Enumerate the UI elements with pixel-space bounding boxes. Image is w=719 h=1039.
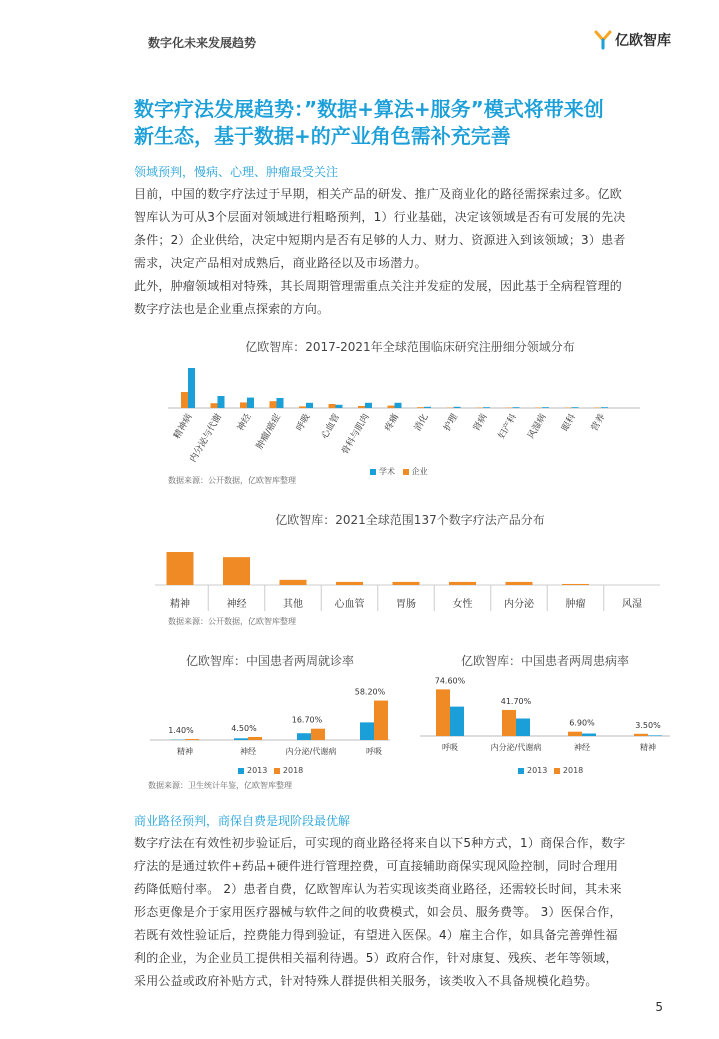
chart4-bar bbox=[436, 689, 450, 736]
chart1-tick-label: 肿瘤/癌症 bbox=[254, 412, 284, 452]
chart1-bar bbox=[181, 392, 188, 408]
text-line: 利的企业，为企业员工提供相关福利待遇。5）政府合作，针对康复、残疾、老年等领域， bbox=[134, 951, 618, 965]
chart1-bar bbox=[388, 406, 395, 408]
chart2-tick-label: 精神 bbox=[170, 599, 190, 610]
chart4-svg bbox=[415, 672, 675, 758]
chart1-tick-label: 眼科 bbox=[560, 412, 579, 434]
chart1-bar bbox=[454, 407, 461, 408]
header-title: 数字化未来发展趋势 bbox=[148, 36, 257, 50]
chart2-tick-label: 神经 bbox=[226, 599, 247, 610]
legend-item-enterprise: 企业 bbox=[403, 467, 428, 476]
text-line: 药降低赔付率。 2）患者自费，亿欧智库认为若实现该类商业路径，还需较长时间，其未来 bbox=[134, 882, 622, 896]
chart2-bars bbox=[155, 552, 660, 611]
chart4-tick-label: 精神 bbox=[640, 743, 656, 752]
chart2-tick-label: 心血管 bbox=[334, 599, 365, 610]
chart2-tick-label: 胃肠 bbox=[396, 599, 416, 610]
chart1-tick-label: 疼痛 bbox=[383, 412, 402, 434]
chart2-svg bbox=[150, 540, 670, 615]
section2-heading: 商业路径预判，商保自费是现阶段最优解 bbox=[134, 814, 351, 828]
chart4-bar bbox=[634, 734, 648, 736]
logo-icon bbox=[594, 30, 612, 50]
chart2-bar bbox=[336, 582, 363, 585]
chart1-bar bbox=[542, 407, 549, 408]
chart1-bar bbox=[513, 407, 520, 408]
chart1-source: 数据来源：公开数据，亿欧智库整理 bbox=[168, 476, 296, 485]
chart3-legend: 2013 2018 bbox=[238, 766, 303, 775]
chart1-tick-label: 神经 bbox=[235, 412, 254, 434]
text-line: 智库认为可从3个层面对领域进行粗略预判，1）行业基础，决定该领域是否有可发展的先决 bbox=[134, 210, 626, 224]
chart4-bar bbox=[516, 719, 530, 737]
chart1-bar bbox=[218, 396, 225, 408]
chart1-legend bbox=[370, 466, 428, 477]
legend-swatch bbox=[518, 768, 524, 774]
text-line: 条件；2）企业供给，决定中短期内是否有足够的人力、财力、资源进入到该领域；3）患者 bbox=[134, 233, 626, 247]
chart3-bar bbox=[311, 729, 325, 740]
chart1-bar bbox=[299, 406, 306, 408]
chart1-bar bbox=[270, 401, 277, 408]
chart3-bar bbox=[374, 701, 388, 740]
chart4-data-label: 3.50% bbox=[635, 720, 661, 730]
chart4-tick-label: 呼吸 bbox=[442, 743, 458, 752]
chart3-tick-label: 呼吸 bbox=[366, 747, 382, 756]
chart1-tick-label: 精神病 bbox=[172, 412, 195, 441]
chart2-bar bbox=[562, 584, 589, 585]
chart4-legend: 2013 2018 bbox=[518, 766, 583, 775]
chart3-tick-label: 内分泌/代谢病 bbox=[285, 747, 337, 756]
chart3-tick-label: 神经 bbox=[240, 747, 256, 756]
chart2-bar bbox=[393, 582, 420, 585]
chart2-source: 数据来源：公开数据，亿欧智库整理 bbox=[168, 617, 296, 626]
chart1-bar bbox=[277, 398, 284, 408]
legend-swatch bbox=[274, 768, 280, 774]
section1-heading: 领域预判，慢病、心理、肿瘤最受关注 bbox=[134, 165, 339, 179]
chart2-bar bbox=[506, 582, 533, 585]
chart4-bar bbox=[502, 710, 516, 736]
chart1-bar bbox=[358, 406, 365, 408]
chart4-bar bbox=[568, 732, 582, 736]
text-line: 目前，中国的数字疗法过于早期，相关产品的研发、推广及商业化的路径需探索过多。亿欧 bbox=[134, 187, 623, 201]
chart3-title: 亿欧智库：中国患者两周就诊率 bbox=[185, 654, 354, 668]
chart1-tick-label: 风湿病 bbox=[526, 412, 549, 441]
chart1-bar bbox=[395, 403, 402, 408]
chart3-tick-label: 精神 bbox=[177, 747, 193, 756]
chart1-bar bbox=[240, 402, 247, 408]
chart1-tick-label: 心血管 bbox=[319, 412, 343, 441]
chart1-tick-label: 肾病 bbox=[471, 412, 490, 434]
legend-item-academic: 学术 bbox=[370, 467, 395, 476]
chart1-bar bbox=[211, 403, 218, 408]
text-line: 若既有效性验证后，控费能力得到验证，有望进入医保。4）雇主合作，如具备完善弹性福 bbox=[134, 928, 618, 942]
main-title-line: 新生态，基于数据+的产业角色需补充完善 bbox=[134, 124, 511, 148]
chart4-bar bbox=[450, 707, 464, 736]
chart2-bar bbox=[280, 580, 307, 585]
brand-logo bbox=[594, 28, 671, 52]
chart3-data-label: 4.50% bbox=[231, 723, 257, 733]
chart2-tick-label: 风湿 bbox=[622, 599, 642, 610]
chart1-svg bbox=[150, 360, 670, 480]
chart2-tick-label: 女性 bbox=[452, 599, 473, 610]
chart4-bar bbox=[582, 734, 596, 737]
chart3-svg bbox=[145, 680, 395, 758]
chart3-bar bbox=[185, 739, 199, 740]
legend-swatch bbox=[370, 469, 376, 475]
chart3-bar bbox=[297, 733, 311, 740]
text-line: 需求，决定产品相对成熟后，商业路径以及市场潜力。 bbox=[134, 256, 427, 270]
chart2-tick-label: 内分泌 bbox=[504, 599, 534, 610]
text-line: 数字疗法在有效性初步验证后，可实现的商业路径将来自以下5种方式，1）商保合作，数字 bbox=[134, 836, 626, 850]
chart3-data-label: 16.70% bbox=[291, 715, 323, 725]
chart1-bar bbox=[424, 407, 431, 408]
chart1-bar bbox=[483, 407, 490, 408]
text-line: 此外，肿瘤领域相对特殊，其长周期管理需重点关注并发症的发展，因此基于全病程管理的 bbox=[134, 279, 623, 293]
text-line: 疗法的是通过软件+药品+硬件进行管理控费，可直接辅助商保实现风险控制，同时合理用 bbox=[134, 859, 619, 873]
chart1-tick-label: 营养 bbox=[589, 412, 608, 434]
chart3-bar bbox=[248, 737, 262, 740]
chart2-title: 亿欧智库：2021全球范围137个数字疗法产品分布 bbox=[275, 513, 545, 527]
chart3-bar bbox=[234, 738, 248, 740]
section2-paragraph bbox=[134, 832, 694, 993]
text-line: 采用公益或政府补贴方式，针对特殊人群提供相关服务，该类收入不具备规模化趋势。 bbox=[134, 974, 598, 988]
chart1-bar bbox=[601, 407, 608, 408]
legend-swatch bbox=[554, 768, 560, 774]
chart1-tick-label: 内分泌与代谢 bbox=[188, 412, 225, 465]
chart1-tick-label: 妇产科 bbox=[496, 412, 520, 441]
chart1-bars bbox=[168, 368, 640, 464]
chart1-bar bbox=[572, 407, 579, 408]
page-number: 5 bbox=[655, 1000, 663, 1014]
chart2-tick-label: 肿瘤 bbox=[565, 599, 586, 610]
logo-text: 亿欧智库 bbox=[615, 33, 671, 49]
chart3-data-label: 58.20% bbox=[354, 687, 386, 697]
chart1-bar bbox=[329, 404, 336, 408]
chart1-tick-label: 呼吸 bbox=[294, 412, 313, 434]
chart34-source: 数据来源：卫生统计年鉴，亿欧智库整理 bbox=[148, 781, 292, 790]
main-title-line: 数字疗法发展趋势：”数据+算法+服务”模式将带来创 bbox=[134, 97, 604, 121]
chart1-tick-label: 护理 bbox=[442, 412, 461, 434]
chart1-tick-label: 消化 bbox=[412, 412, 431, 434]
section1-paragraph1 bbox=[134, 183, 694, 321]
chart3-bars bbox=[150, 688, 390, 756]
chart3-data-label: 1.40% bbox=[168, 726, 194, 736]
chart1-bar bbox=[417, 407, 424, 408]
text-line: 形态更像是介于家用医疗器械与软件之间的收费模式，如会员、服务费等。 3）医保合作， bbox=[134, 905, 622, 919]
chart4-data-label: 74.60% bbox=[434, 676, 466, 686]
chart2-bar bbox=[449, 582, 476, 585]
chart1-bar bbox=[247, 398, 254, 408]
legend-swatch bbox=[403, 469, 409, 475]
chart2-bar bbox=[167, 552, 194, 585]
chart2-bar bbox=[223, 557, 250, 585]
chart4-bars bbox=[420, 676, 670, 752]
chart1-bar bbox=[188, 368, 195, 408]
chart1-bar bbox=[306, 403, 313, 408]
chart2-tick-label: 其他 bbox=[283, 599, 303, 610]
chart1-bar bbox=[365, 403, 372, 408]
text-line: 数字疗法也是企业重点探索的方向。 bbox=[134, 302, 330, 316]
chart3-bar bbox=[360, 722, 374, 740]
main-title bbox=[134, 96, 694, 150]
chart4-data-label: 6.90% bbox=[569, 718, 595, 728]
chart1-bar bbox=[336, 405, 343, 408]
chart4-tick-label: 内分泌/代谢病 bbox=[490, 743, 542, 752]
legend-swatch bbox=[238, 768, 244, 774]
chart4-title: 亿欧智库：中国患者两周患病率 bbox=[460, 654, 629, 668]
chart1-tick-label: 骨科与肌肉 bbox=[340, 412, 372, 457]
chart1-title: 亿欧智库：2017-2021年全球范围临床研究注册细分领域分布 bbox=[245, 340, 575, 354]
chart4-data-label: 41.70% bbox=[500, 696, 532, 706]
chart4-tick-label: 神经 bbox=[574, 743, 590, 752]
chart4-bar bbox=[648, 735, 662, 736]
